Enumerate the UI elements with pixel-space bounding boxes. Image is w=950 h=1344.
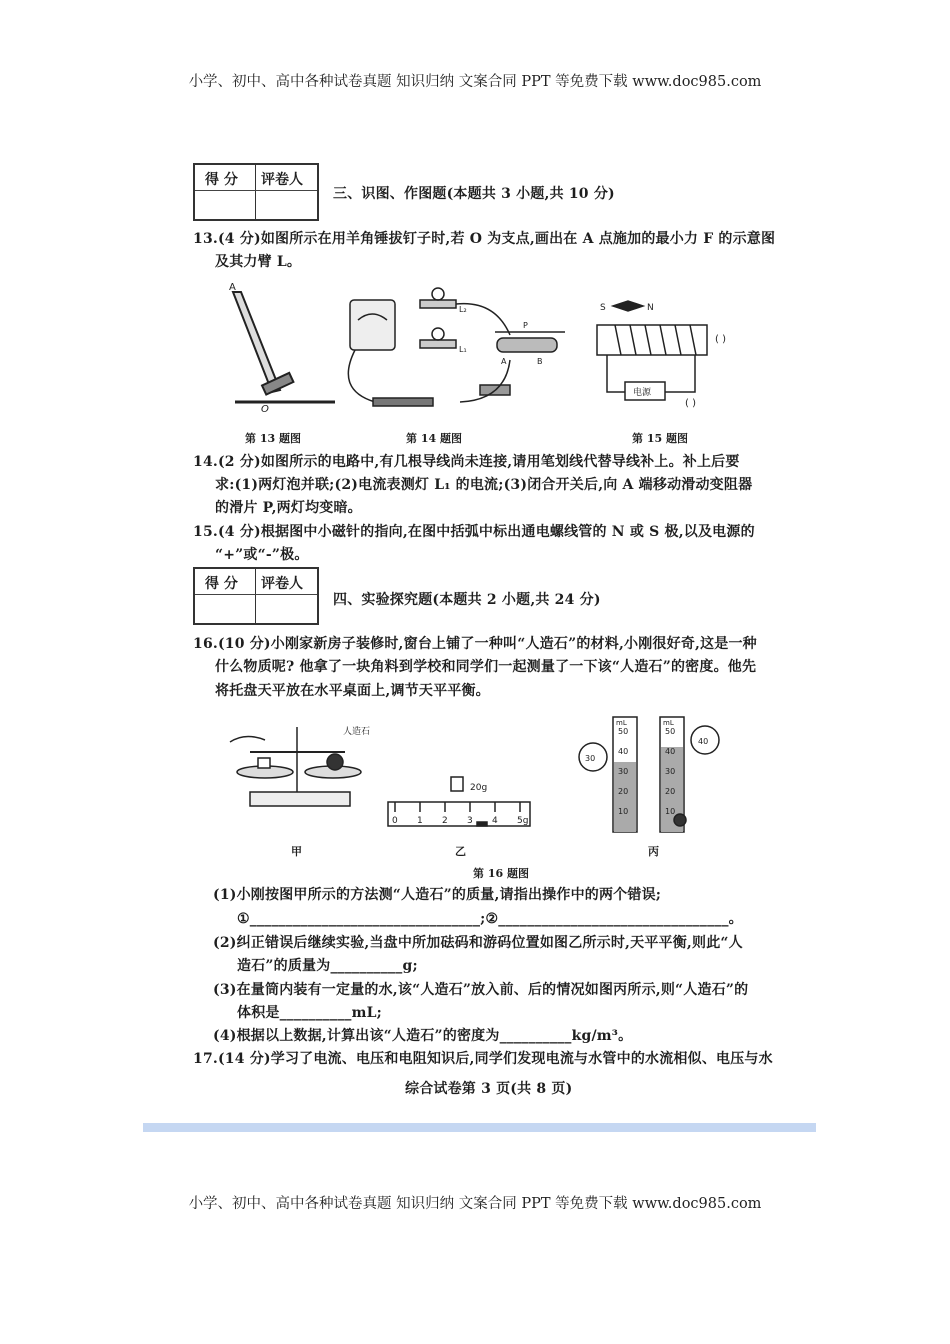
label-a: A	[501, 357, 507, 366]
divider	[195, 190, 317, 191]
inset-reading: 30	[585, 754, 596, 763]
sub-question[interactable]: (4)根据以上数据,计算出该“人造石”的密度为__________kg/m³。	[213, 1028, 633, 1044]
sub-question[interactable]: 造石”的质量为__________g;	[237, 958, 418, 974]
hammer-figure	[229, 282, 335, 415]
cylinder-tick-label: 20	[618, 787, 629, 796]
answer-blanks[interactable]: ①________________________________;②________________________________。	[237, 911, 743, 927]
stone-label: 人造石	[343, 727, 371, 737]
inset-reading: 40	[698, 737, 709, 746]
question-text: 17.(14 分)学习了电流、电压和电阻知识后,同学们发现电流与水管中的水流相似、电压与水	[193, 1051, 773, 1067]
question-text: “+”或“-”极。	[215, 547, 309, 563]
sub-question: (1)小刚按图甲所示的方法测“人造石”的质量,请指出操作中的两个错误;	[213, 887, 662, 903]
cylinder-tick-label: 30	[618, 767, 629, 776]
question-text: 什么物质呢? 他拿了一块角料到学校和同学们一起测量了一下该“人造石”的密度。他先	[215, 659, 757, 675]
figure-caption: 丙	[648, 845, 659, 858]
figure-16	[225, 712, 745, 842]
divider	[255, 165, 256, 219]
cyl-unit: mL	[616, 719, 627, 727]
bracket: ( )	[685, 398, 696, 409]
figure-caption: 甲	[291, 845, 302, 858]
sub-question[interactable]: 体积是__________mL;	[237, 1005, 383, 1021]
ruler-tick-label: 5g	[517, 816, 529, 826]
question-text: 的滑片 P,两灯均变暗。	[215, 500, 362, 516]
ruler-tick-label: 1	[417, 816, 423, 826]
page-footer: 综合试卷第 3 页(共 8 页)	[405, 1081, 573, 1097]
weight-label: 20g	[470, 783, 488, 793]
question-text: 及其力臂 L。	[215, 254, 302, 270]
label-a: A	[229, 282, 236, 293]
score-box-1	[193, 163, 319, 221]
label-s: S	[600, 303, 606, 313]
label-p: P	[523, 321, 528, 330]
figure-caption: 第 13 题图	[245, 432, 301, 445]
power-label: 电源	[633, 388, 652, 398]
section-title: 四、实验探究题(本题共 2 小题,共 24 分)	[333, 592, 601, 608]
sub-question: (3)在量筒内装有一定量的水,该“人造石”放入前、后的情况如图丙所示,则“人造石”的	[213, 982, 749, 998]
cyl-unit: mL	[663, 719, 674, 727]
cylinders-figure	[579, 717, 719, 832]
ruler-tick-label: 4	[492, 816, 498, 826]
score-label: 得 分	[205, 576, 238, 592]
circuit-figure	[348, 288, 565, 406]
cylinder-tick-label: 30	[665, 767, 676, 776]
cylinder-tick-label: 40	[665, 747, 676, 756]
question-text: 求:(1)两灯泡并联;(2)电流表测灯 L₁ 的电流;(3)闭合开关后,向 A 端移动滑动变阻器	[215, 477, 753, 493]
cylinder-tick-label: 40	[618, 747, 629, 756]
figure-caption: 第 16 题图	[473, 867, 529, 880]
ruler-tick-label: 3	[467, 816, 473, 826]
ruler-tick-label: 2	[442, 816, 448, 826]
grader-label: 评卷人	[261, 576, 303, 592]
solenoid-figure	[597, 301, 726, 409]
cylinder-tick-label: 10	[665, 807, 676, 816]
question-text: 14.(2 分)如图所示的电路中,有几根导线尚未连接,请用笔划线代替导线补上。补上后要	[193, 454, 740, 470]
question-text: 将托盘天平放在水平桌面上,调节天平平衡。	[215, 683, 490, 699]
ruler-tick-label: 0	[392, 816, 398, 826]
question-text: 16.(10 分)小刚家新房子装修时,窗台上铺了一种叫“人造石”的材料,小刚很好奇,这是一种	[193, 636, 757, 652]
divider	[255, 569, 256, 623]
cylinder-tick-label: 10	[618, 807, 629, 816]
figure-caption: 乙	[455, 845, 466, 858]
bracket: ( )	[715, 334, 726, 345]
question-text: 15.(4 分)根据图中小磁针的指向,在图中括弧中标出通电螺线管的 N 或 S 极,以及电源的	[193, 524, 755, 540]
section-title: 三、识图、作图题(本题共 3 小题,共 10 分)	[333, 186, 615, 202]
grader-label: 评卷人	[261, 172, 303, 188]
label-o: O	[261, 404, 269, 415]
label-b: B	[537, 357, 543, 366]
ruler-figure	[388, 777, 530, 826]
score-label: 得 分	[205, 172, 238, 188]
score-box-2	[193, 567, 319, 625]
cylinder-tick-label: 20	[665, 787, 676, 796]
label-n: N	[647, 303, 654, 313]
question-text: 13.(4 分)如图所示在用羊角锤拔钉子时,若 O 为支点,画出在 A 点施加的最小力 F 的示意图	[193, 231, 776, 247]
cylinder-tick-label: 50	[665, 727, 676, 736]
header-banner: 小学、初中、高中各种试卷真题 知识归纳 文案合同 PPT 等免费下载 www.doc985.com	[188, 74, 762, 90]
footer-banner: 小学、初中、高中各种试卷真题 知识归纳 文案合同 PPT 等免费下载 www.doc985.com	[188, 1196, 762, 1212]
label-l2: L₂	[459, 305, 467, 314]
page-separator	[143, 1123, 816, 1132]
sub-question: (2)纠正错误后继续实验,当盘中所加砝码和游码位置如图乙所示时,天平平衡,则此“人	[213, 935, 743, 951]
figures-13-15	[225, 280, 785, 430]
cylinder-tick-label: 50	[618, 727, 629, 736]
figure-caption: 第 15 题图	[632, 432, 688, 445]
figure-caption: 第 14 题图	[406, 432, 462, 445]
divider	[195, 594, 317, 595]
balance-figure	[230, 725, 370, 806]
label-l1: L₁	[459, 345, 467, 354]
